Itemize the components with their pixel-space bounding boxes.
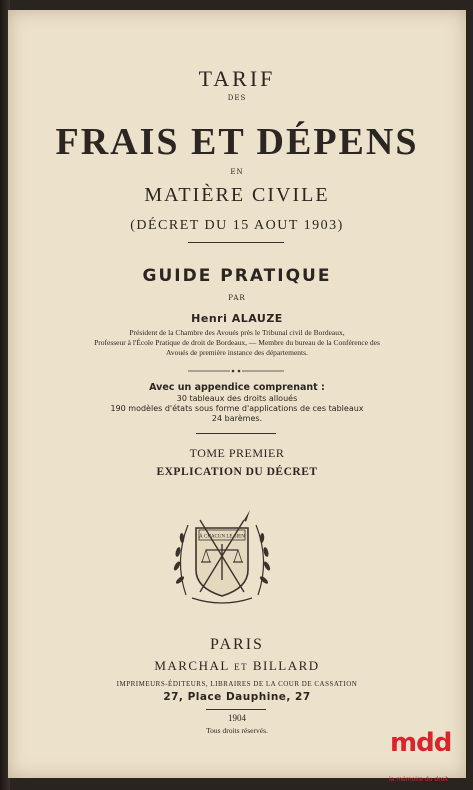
title-line-tarif: TARIF [198,66,276,91]
publisher-name [8,658,466,674]
author-bio-line: Président de la Chambre des Avoués près le Tribunal civil de Bordeaux, [129,328,345,337]
title-line-frais: FRAIS ET DÉPENS [55,121,419,163]
imprint-city: PARIS [210,636,264,653]
author-name: Henri ALAUZE [191,312,283,325]
title-des: DES [227,94,247,102]
author-bio-line: Professeur à l'École Pratique de droit de Bordeaux, — Membre du bureau de la Conférence des [94,338,380,347]
publication-year: 1904 [228,713,246,723]
publisher-name-a: MARCHAL [154,658,230,673]
appendix-list [8,394,466,424]
rights-notice: Tous droits réservés. [206,726,268,735]
appendix-item: 30 tableaux des droits alloués [176,394,298,403]
volume-label: TOME PREMIER [189,446,285,460]
publisher-description: IMPRIMEURS-ÉDITEURS, LIBRAIRES DE LA COUR DE CASSATION [116,680,358,688]
title-line-matiere: MATIÈRE CIVILE [144,184,330,206]
publisher-emblem-icon [166,500,278,612]
title-page [8,10,466,778]
watermark-logo: mdd [390,728,452,758]
divider-rule [196,433,276,434]
divider-rule [206,709,266,710]
publisher-and: ET [234,662,249,672]
volume-subtitle: EXPLICATION DU DÉCRET [156,466,318,478]
appendix-heading: Avec un appendice comprenant : [149,382,325,393]
author-bio [8,328,466,358]
guide-subtitle: GUIDE PRATIQUE [142,266,332,286]
appendix-item: 190 modèles d'états sous forme d'applications de ces tableaux [110,404,364,413]
watermark-subtext: la mémoire du droit [389,776,449,783]
publisher-name-b: BILLARD [252,658,320,673]
author-bio-line: Avoués de première instance des départements. [166,348,308,357]
publisher-address: 27, Place Dauphine, 27 [163,691,311,703]
title-en: EN [230,168,244,176]
divider-rule [188,242,284,243]
by-label: PAR [228,294,246,302]
ornament-divider-icon [188,368,284,374]
appendix-item: 24 barèmes. [211,414,263,423]
svg-text:À CHACUN LE SIEN: À CHACUN LE SIEN [199,534,245,540]
decree-date: (DÉCRET DU 15 AOUT 1903) [130,218,344,233]
